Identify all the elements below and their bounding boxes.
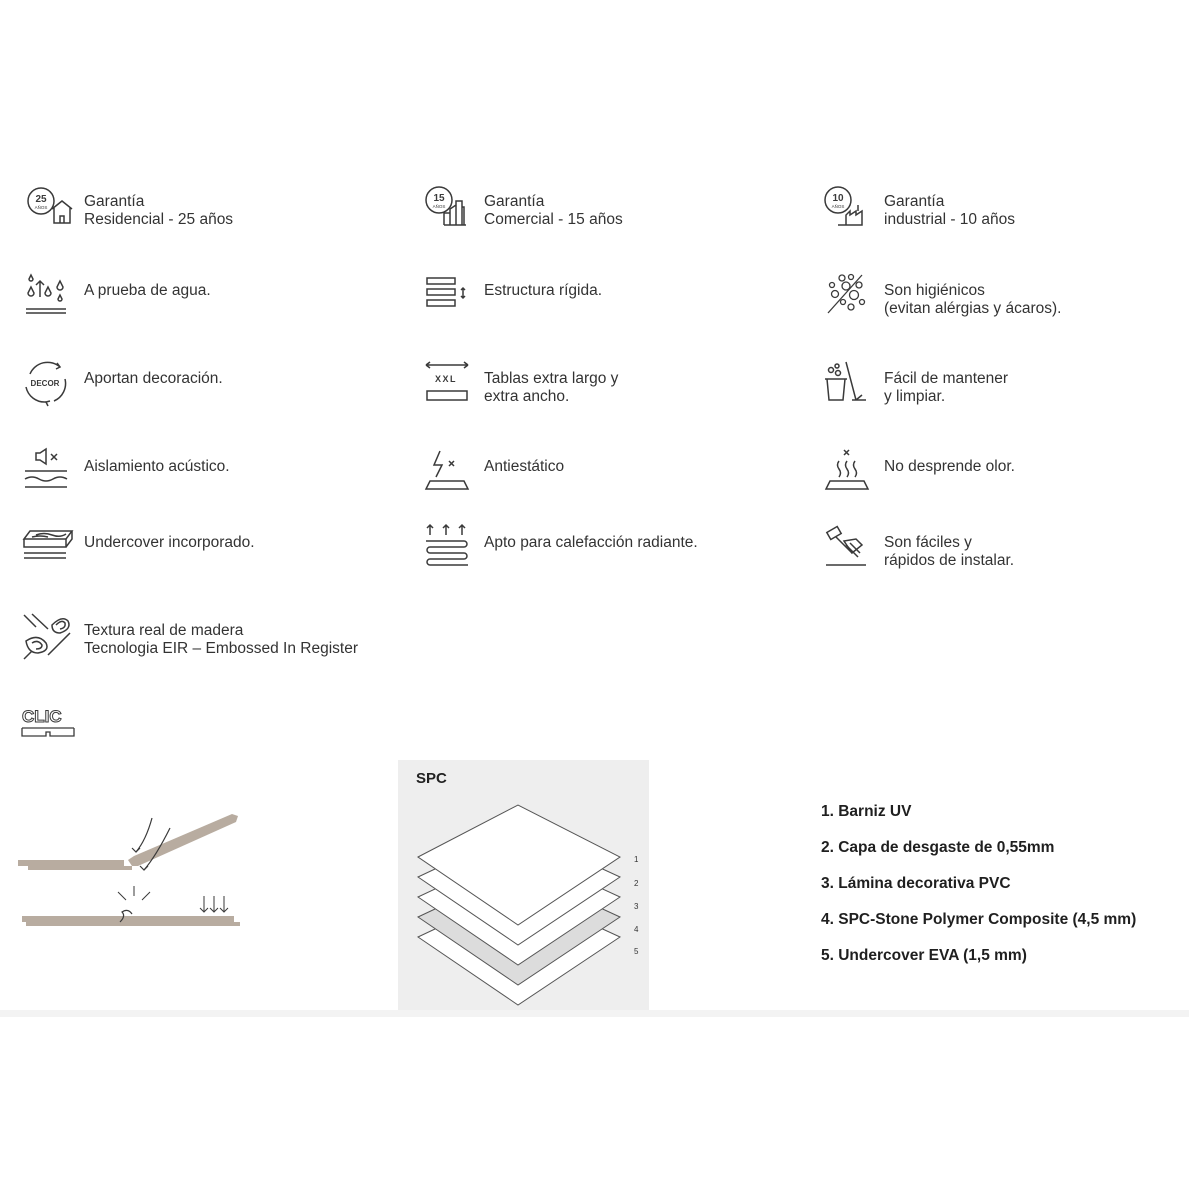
feature-line: Apto para calefacción radiante.	[484, 534, 698, 551]
easy-clean-icon	[822, 359, 872, 409]
undercover-icon	[22, 523, 72, 573]
spc-layer-diagram	[398, 760, 649, 1010]
feature-line: Tablas extra largo y	[484, 370, 619, 387]
warranty-badge-number: 15	[433, 193, 445, 204]
feature-line: Son higiénicos	[884, 282, 985, 299]
spc-layer-number: 1	[634, 855, 639, 864]
feature-line: A prueba de agua.	[84, 282, 211, 299]
feature-line: Fácil de mantener	[884, 370, 1009, 387]
layer-item: 1. Barniz UV	[821, 803, 912, 820]
feature-line: Textura real de madera	[84, 622, 244, 639]
easy-install-icon	[822, 523, 872, 573]
feature-line: Son fáciles y	[884, 534, 972, 551]
feature-line: rápidos de instalar.	[884, 552, 1015, 569]
feature-line: y limpiar.	[884, 388, 946, 405]
xxl-boards-icon	[422, 359, 472, 409]
warranty-25-icon	[22, 183, 72, 233]
feature-line: Tecnologia EIR – Embossed In Register	[84, 640, 358, 657]
feature-line: Antiestático	[484, 458, 565, 475]
feature-line: extra ancho.	[484, 388, 570, 405]
xxl-badge-text: XXL	[434, 374, 458, 384]
no-odor-icon	[822, 447, 872, 497]
layer-item: 3. Lámina decorativa PVC	[821, 875, 1011, 892]
warranty-badge-sub: AÑOS	[831, 204, 845, 209]
feature-line: No desprende olor.	[884, 458, 1015, 475]
feature-line: Aislamiento acústico.	[84, 458, 230, 475]
decor-badge-text: DECOR	[30, 379, 60, 388]
feature-line: Undercover incorporado.	[84, 534, 255, 551]
feature-line: Estructura rígida.	[484, 282, 603, 299]
warranty-badge-sub: AÑOS	[432, 204, 446, 209]
warranty-10-icon	[822, 183, 872, 233]
warranty-15-icon	[422, 183, 472, 233]
hygienic-icon	[822, 271, 872, 321]
warranty-badge-number: 25	[35, 194, 47, 205]
feature-line: Garantía	[484, 193, 545, 210]
layer-item: 4. SPC-Stone Polymer Composite (4,5 mm)	[821, 911, 1137, 928]
spc-layer-list	[821, 802, 1136, 982]
clic-system-logo	[20, 705, 76, 741]
antistatic-icon	[422, 447, 472, 497]
acoustic-icon	[22, 447, 72, 497]
feature-line: Comercial - 15 años	[484, 211, 623, 228]
waterproof-icon	[22, 271, 72, 321]
layer-item: 5. Undercover EVA (1,5 mm)	[821, 947, 1027, 964]
rigid-structure-icon	[422, 271, 472, 321]
warranty-badge-sub: AÑOS	[34, 205, 48, 210]
spc-layer-number: 2	[634, 879, 639, 888]
feature-line: industrial - 10 años	[884, 211, 1015, 228]
spc-layer-number: 3	[634, 902, 639, 911]
feature-line: (evitan alérgias y ácaros).	[884, 300, 1062, 317]
layer-item: 2. Capa de desgaste de 0,55mm	[821, 839, 1055, 856]
feature-line: Aportan decoración.	[84, 370, 223, 387]
warranty-badge-number: 10	[832, 193, 844, 204]
decor-icon	[22, 359, 72, 409]
feature-line: Garantía	[884, 193, 945, 210]
spc-layer-number: 5	[634, 947, 639, 956]
bottom-divider	[0, 1010, 1189, 1017]
click-install-diagram	[14, 808, 254, 938]
spc-layer-number: 4	[634, 925, 639, 934]
wood-texture-icon	[22, 611, 72, 661]
feature-line: Garantía	[84, 193, 145, 210]
feature-line: Residencial - 25 años	[84, 211, 234, 228]
clic-logo-text: CLIC	[22, 707, 62, 726]
spc-title: SPC	[416, 770, 447, 787]
radiant-heating-icon	[422, 523, 472, 573]
